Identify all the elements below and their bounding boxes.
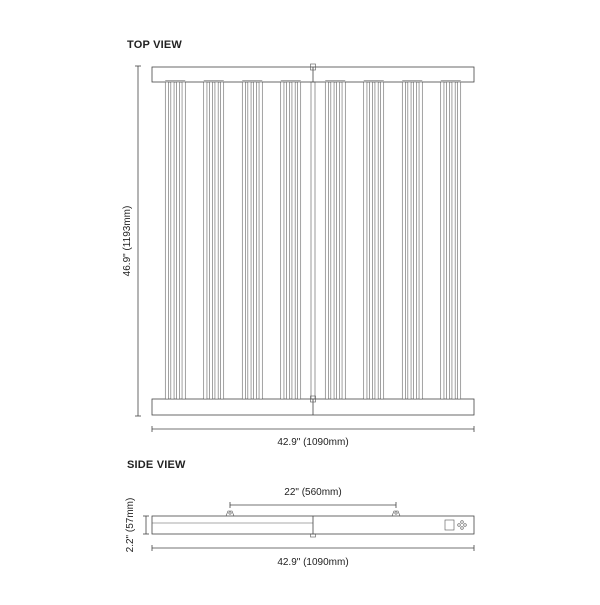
light-bar <box>331 82 334 399</box>
light-bar <box>292 82 295 399</box>
light-bar <box>336 82 339 399</box>
side-view-width-dimension <box>152 545 474 568</box>
light-bar <box>408 82 411 399</box>
side-view-mount-spacing-label: 22" (560mm) <box>284 487 342 498</box>
light-bar <box>209 82 212 399</box>
light-bar <box>375 82 378 399</box>
light-bar <box>369 82 372 399</box>
light-bar <box>402 82 405 399</box>
control-button-right <box>464 524 467 527</box>
light-bar <box>221 82 224 399</box>
top-view-width-label: 42.9" (1090mm) <box>277 437 349 448</box>
center-spine <box>311 82 315 399</box>
side-view-mount-spacing-dimension <box>230 487 396 508</box>
mount-bracket-left-hole <box>229 512 231 514</box>
light-bar <box>176 82 179 399</box>
control-button-down <box>461 527 464 530</box>
light-bar <box>325 82 328 399</box>
light-bar <box>452 82 455 399</box>
light-bar <box>364 82 367 399</box>
light-bar <box>381 82 384 399</box>
side-view-fixture <box>152 511 474 537</box>
top-view-fixture <box>152 64 474 415</box>
side-view-height-dimension <box>125 498 149 553</box>
light-bar <box>242 82 245 399</box>
light-bar <box>413 82 416 399</box>
light-bar <box>215 82 218 399</box>
side-view-heading: SIDE VIEW <box>127 459 186 471</box>
side-hinge <box>311 534 316 537</box>
light-bar <box>182 82 185 399</box>
light-bar <box>165 82 168 399</box>
light-bar <box>248 82 251 399</box>
top-view-width-dimension <box>152 426 474 448</box>
light-bar <box>441 82 444 399</box>
light-bar <box>281 82 284 399</box>
top-view-height-label: 46.9" (1193mm) <box>122 205 133 277</box>
light-bar <box>286 82 289 399</box>
side-view-width-label: 42.9" (1090mm) <box>277 557 349 568</box>
side-view-height-label: 2.2" (57mm) <box>125 497 136 553</box>
light-bar <box>298 82 301 399</box>
mount-bracket-right-hole <box>395 512 397 514</box>
light-bar <box>204 82 207 399</box>
light-bar <box>259 82 262 399</box>
top-view-heading: TOP VIEW <box>127 39 182 51</box>
light-bar <box>171 82 174 399</box>
light-bar <box>253 82 256 399</box>
light-bar <box>446 82 449 399</box>
display-screen <box>445 520 454 530</box>
top-view-height-dimension <box>122 66 141 416</box>
light-bar <box>419 82 422 399</box>
light-bars <box>165 81 461 400</box>
control-button-left <box>458 524 461 527</box>
control-button-up <box>461 521 464 524</box>
light-bar <box>342 82 345 399</box>
light-bar <box>458 82 461 399</box>
